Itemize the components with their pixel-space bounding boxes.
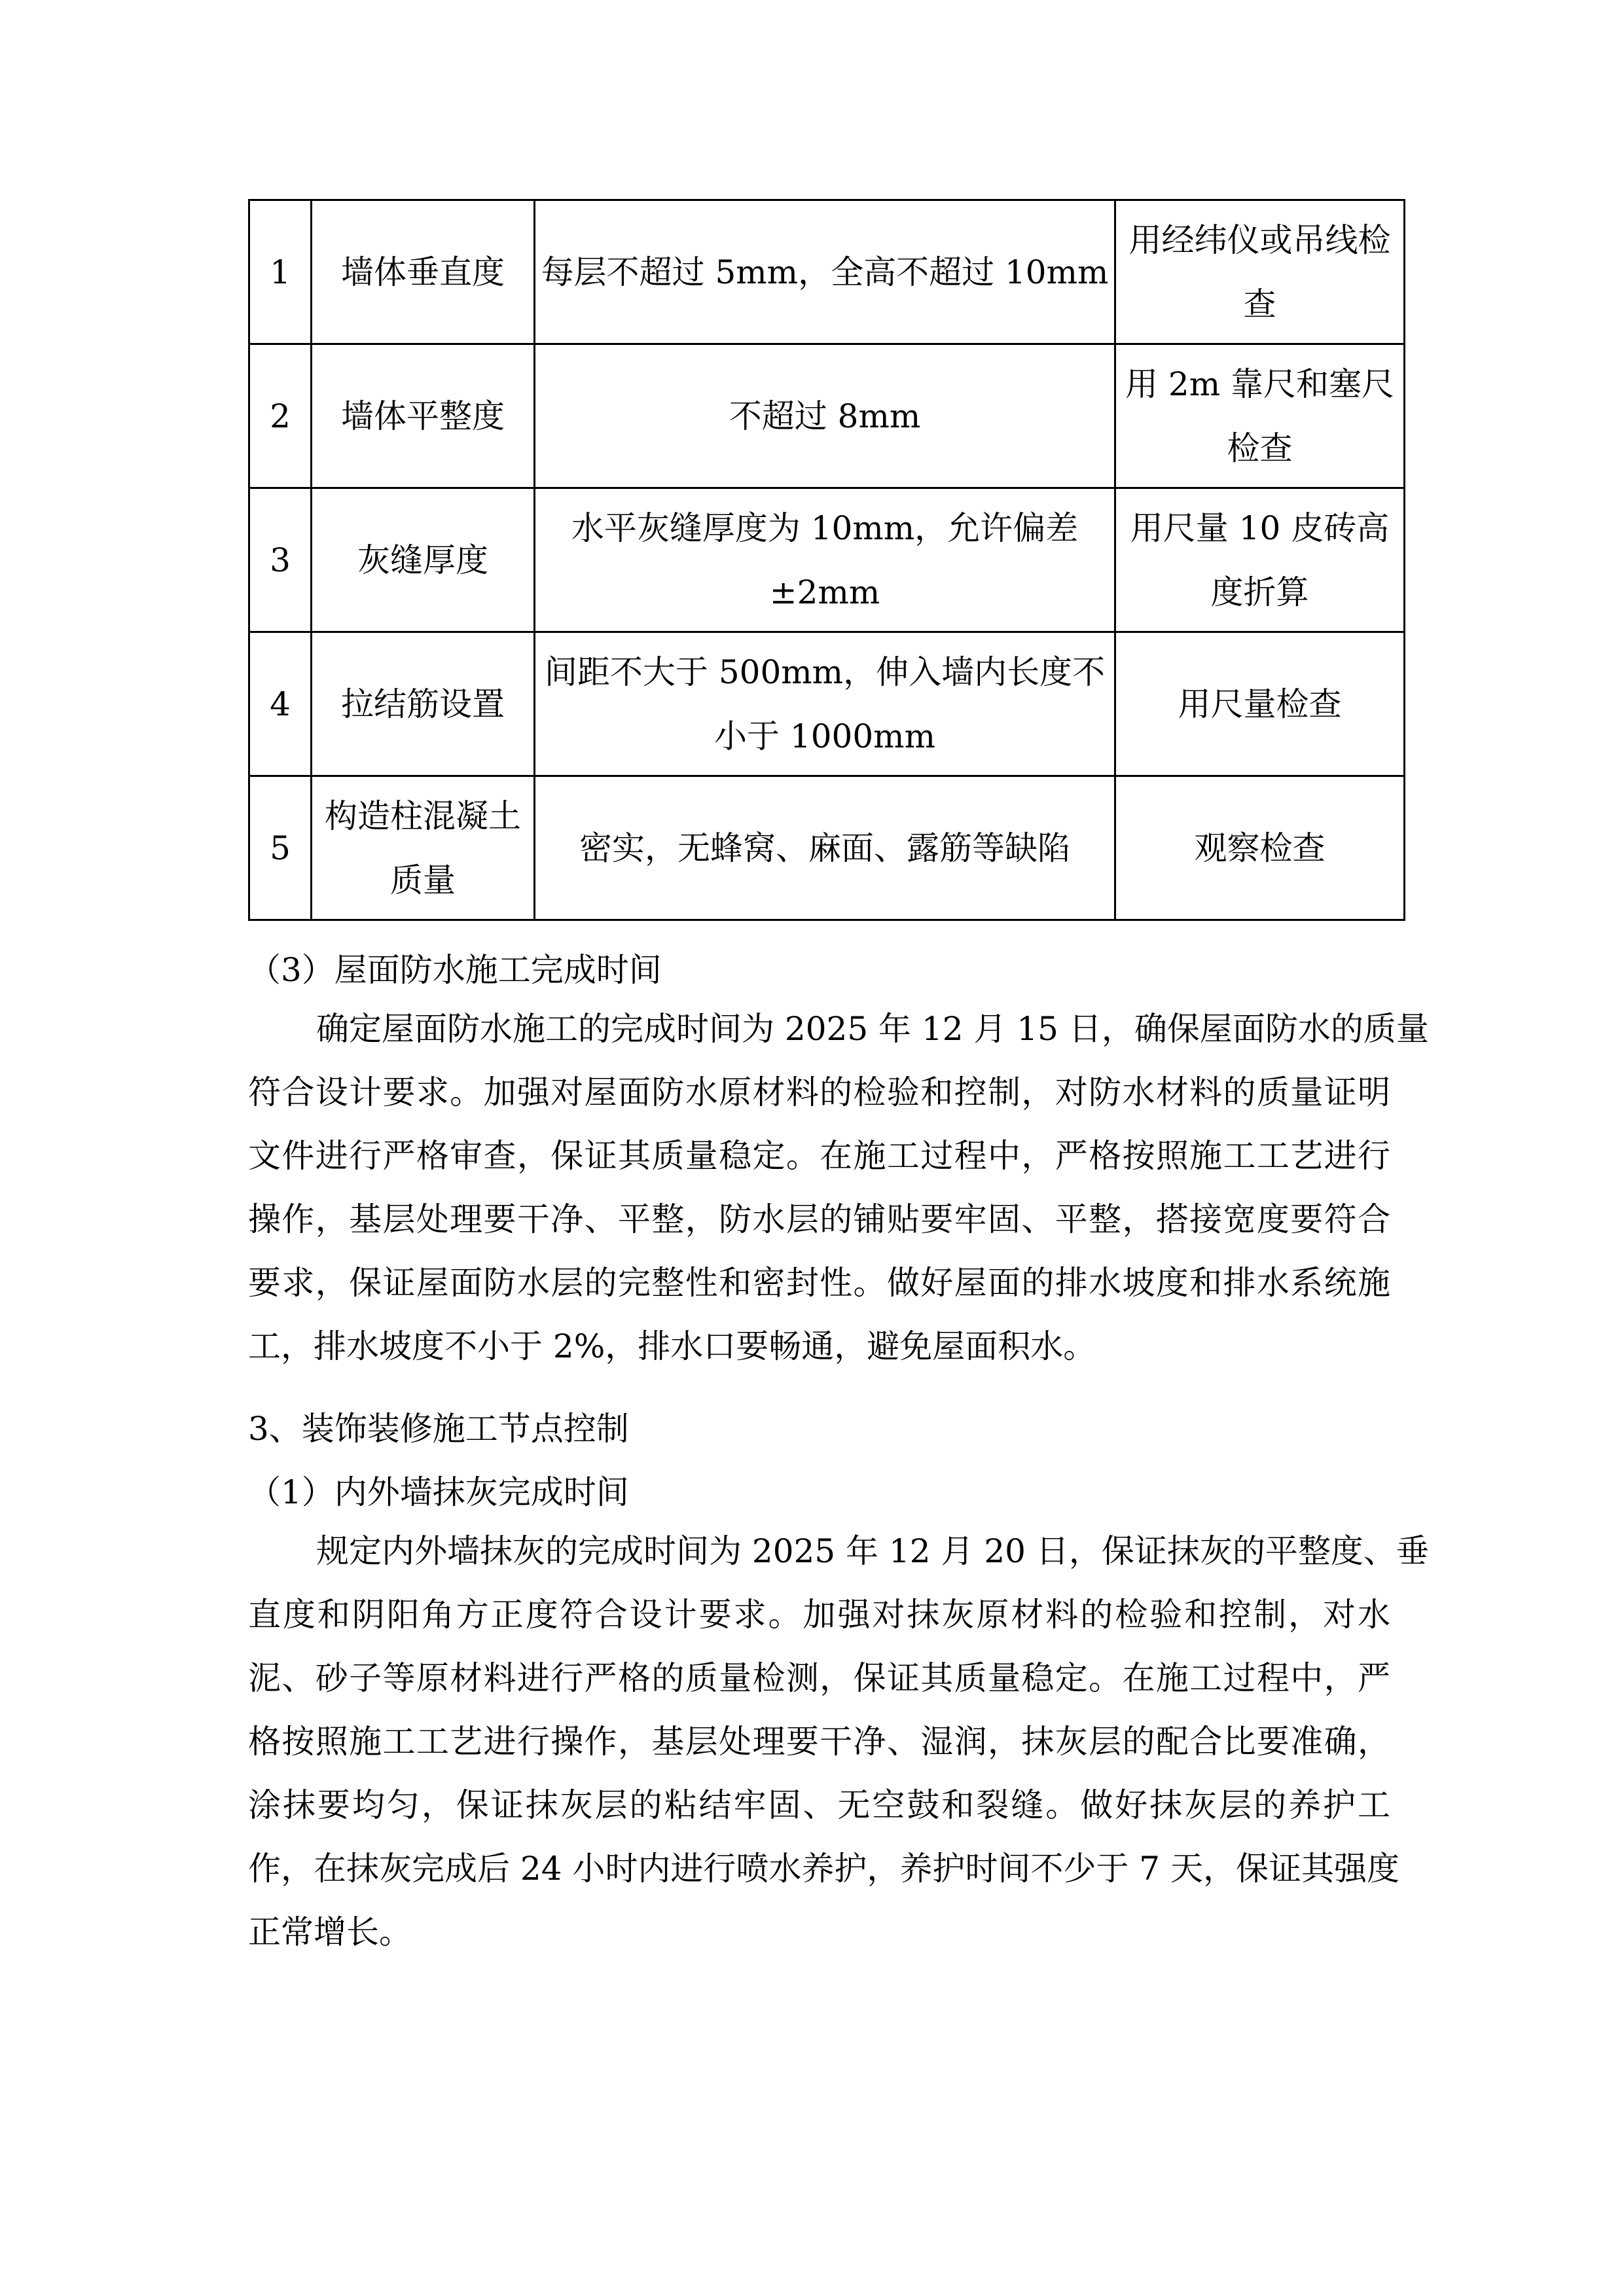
row-number-cell: 1 bbox=[249, 200, 312, 344]
table-row bbox=[249, 344, 1405, 488]
paragraph-line: 确定屋面防水施工的完成时间为 2025 年 12 月 15 日，确保屋面防水的质量 bbox=[316, 1010, 1429, 1048]
row-number-cell: 3 bbox=[249, 488, 312, 632]
check-item-cell: 墙体垂直度 bbox=[312, 200, 535, 344]
plaster-paragraph bbox=[248, 1520, 1429, 1964]
table-row bbox=[249, 488, 1405, 632]
check-item-cell: 拉结筋设置 bbox=[312, 632, 535, 776]
row-number-cell: 2 bbox=[249, 344, 312, 488]
check-method-cell: 用尺量检查 bbox=[1115, 632, 1405, 776]
paragraph-line: 直度和阴阳角方正度符合设计要求。加强对抹灰原材料的检验和控制，对水 bbox=[248, 1596, 1390, 1634]
paragraph-line: 格按照施工工艺进行操作，基层处理要干净、湿润，抹灰层的配合比要准确， bbox=[248, 1723, 1390, 1761]
table-row bbox=[249, 632, 1405, 776]
paragraph-line: 泥、砂子等原材料进行严格的质量检测，保证其质量稳定。在施工过程中，严 bbox=[248, 1659, 1390, 1697]
roof-heading: （3）屋面防水施工完成时间 bbox=[248, 951, 662, 989]
check-method-cell: 用 2m 靠尺和塞尺检查 bbox=[1115, 344, 1405, 488]
check-item-cell: 墙体平整度 bbox=[312, 344, 535, 488]
paragraph-line: 作，在抹灰完成后 24 小时内进行喷水养护，养护时间不少于 7 天，保证其强度 bbox=[248, 1850, 1400, 1888]
row-number-cell: 5 bbox=[249, 776, 312, 920]
paragraph-line: 规定内外墙抹灰的完成时间为 2025 年 12 月 20 日，保证抹灰的平整度、垂 bbox=[316, 1532, 1429, 1570]
check-method-cell: 观察检查 bbox=[1115, 776, 1405, 920]
check-method-cell: 用经纬仪或吊线检查 bbox=[1115, 200, 1405, 344]
paragraph-line: 文件进行严格审查，保证其质量稳定。在施工过程中，严格按照施工工艺进行 bbox=[248, 1137, 1390, 1175]
requirement-cell: 间距不大于 500mm，伸入墙内长度不小于 1000mm bbox=[535, 632, 1115, 776]
paragraph-line: 正常增长。 bbox=[248, 1913, 412, 1951]
quality-check-table bbox=[248, 199, 1405, 921]
requirement-cell: 不超过 8mm bbox=[535, 344, 1115, 488]
roof-paragraph bbox=[248, 997, 1429, 1378]
check-item-cell: 构造柱混凝土质量 bbox=[312, 776, 535, 920]
requirement-cell: 密实，无蜂窝、麻面、露筋等缺陷 bbox=[535, 776, 1115, 920]
table-row bbox=[249, 776, 1405, 920]
row-number-cell: 4 bbox=[249, 632, 312, 776]
check-method-cell: 用尺量 10 皮砖高度折算 bbox=[1115, 488, 1405, 632]
paragraph-line: 要求，保证屋面防水层的完整性和密封性。做好屋面的排水坡度和排水系统施 bbox=[248, 1264, 1390, 1302]
paragraph-line: 工，排水坡度不小于 2%，排水口要畅通，避免屋面积水。 bbox=[248, 1327, 1096, 1365]
paragraph-line: 操作，基层处理要干净、平整，防水层的铺贴要牢固、平整，搭接宽度要符合 bbox=[248, 1200, 1390, 1238]
paragraph-line: 涂抹要均匀，保证抹灰层的粘结牢固、无空鼓和裂缝。做好抹灰层的养护工 bbox=[248, 1786, 1390, 1824]
table-row bbox=[249, 200, 1405, 344]
paragraph-line: 符合设计要求。加强对屋面防水原材料的检验和控制，对防水材料的质量证明 bbox=[248, 1073, 1390, 1111]
plaster-heading: （1）内外墙抹灰完成时间 bbox=[248, 1473, 629, 1511]
requirement-cell: 每层不超过 5mm，全高不超过 10mm bbox=[535, 200, 1115, 344]
check-item-cell: 灰缝厚度 bbox=[312, 488, 535, 632]
requirement-cell: 水平灰缝厚度为 10mm，允许偏差±2mm bbox=[535, 488, 1115, 632]
decor-heading: 3、装饰装修施工节点控制 bbox=[248, 1410, 629, 1448]
